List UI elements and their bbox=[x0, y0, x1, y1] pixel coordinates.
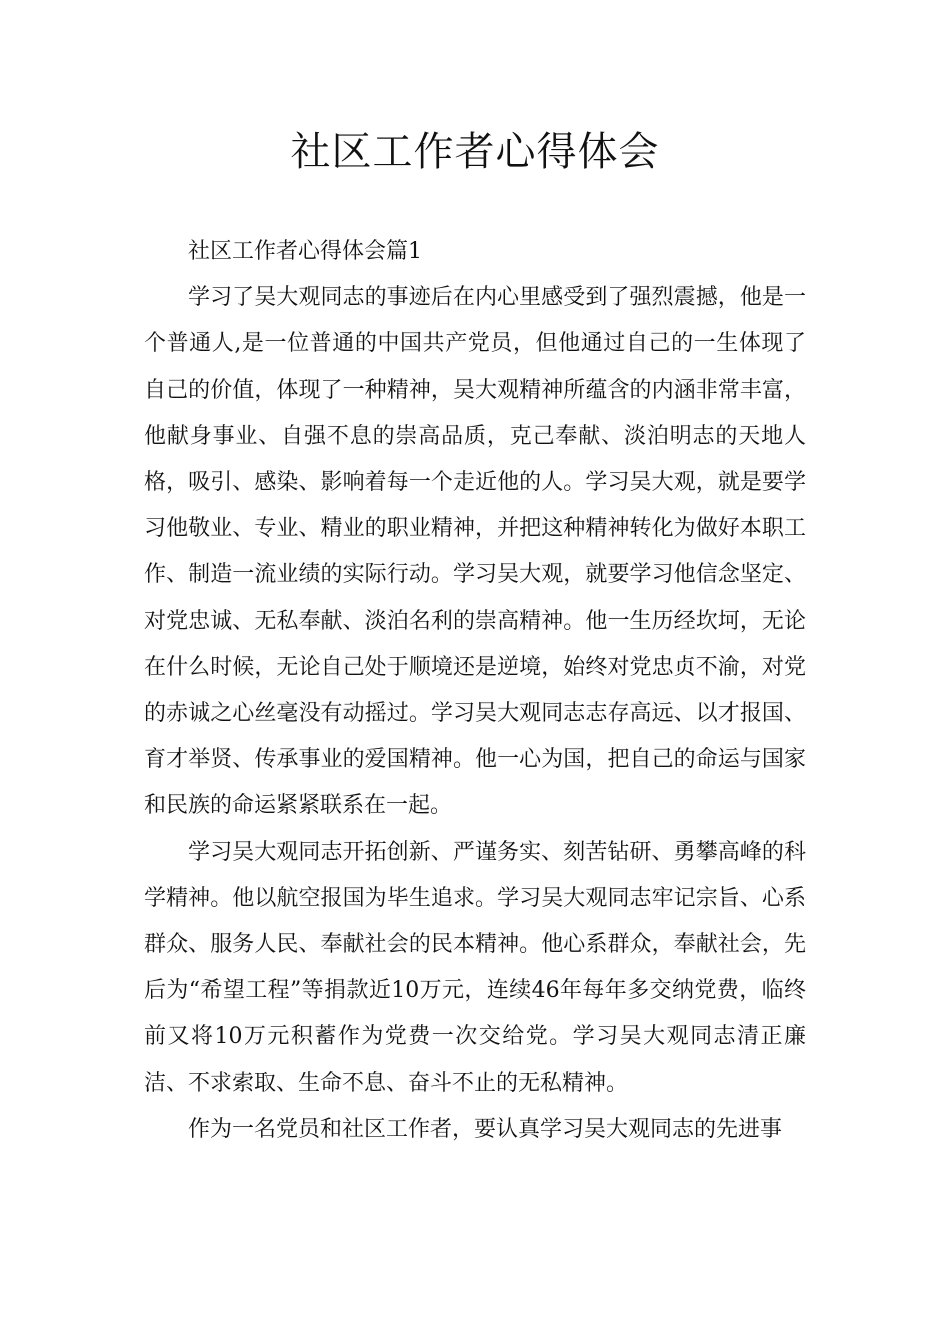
section-heading: 社区工作者心得体会篇1 bbox=[188, 239, 422, 264]
paragraph-2: 学习吴大观同志开拓创新、严谨务实、刻苦钻研、勇攀高峰的科学精神。他以航空报国为毕生追求。学习吴大观同志牢记宗旨、心系群众、服务人民、奉献社会的民本精神。他心系群众，奉献社会，先后为“希望工程”等捐款近10万元，连续46年每年多交纳党费，临终前又将10万元积蓄作为党费一次交给党。学习吴大观同志清正廉洁、不求索取、生命不息、奋斗不止的无私精神。 bbox=[144, 839, 806, 1096]
paragraph-1: 学习了吴大观同志的事迹后在内心里感受到了强烈震撼，他是一个普通人,是一位普通的中国共产党员，但他通过自己的一生体现了自己的价值，体现了一种精神，吴大观精神所蕴含的内涵非常丰富，他献身事业、自强不息的崇高品质，克己奉献、淡泊明志的天地人格，吸引、感染、影响着每一个走近他的人。学习吴大观，就是要学习他敬业、专业、精业的职业精神，并把这种精神转化为做好本职工作、制造一流业绩的实际行动。学习吴大观，就要学习他信念坚定、对党忠诚、无私奉献、淡泊名利的崇高精神。他一生历经坎坷，无论在什么时候，无论自己处于顺境还是逆境，始终对党忠贞不渝，对党的赤诚之心丝毫没有动摇过。学习吴大观同志志存高远、以才报国、育才举贤、传承事业的爱国精神。他一心为国，把自己的命运与国家和民族的命运紧紧联系在一起。 bbox=[144, 285, 806, 819]
paragraph-3: 作为一名党员和社区工作者，要认真学习吴大观同志的先进事 bbox=[188, 1116, 783, 1142]
document-body bbox=[144, 229, 806, 1153]
document-title: 社区工作者心得体会 bbox=[290, 129, 660, 175]
